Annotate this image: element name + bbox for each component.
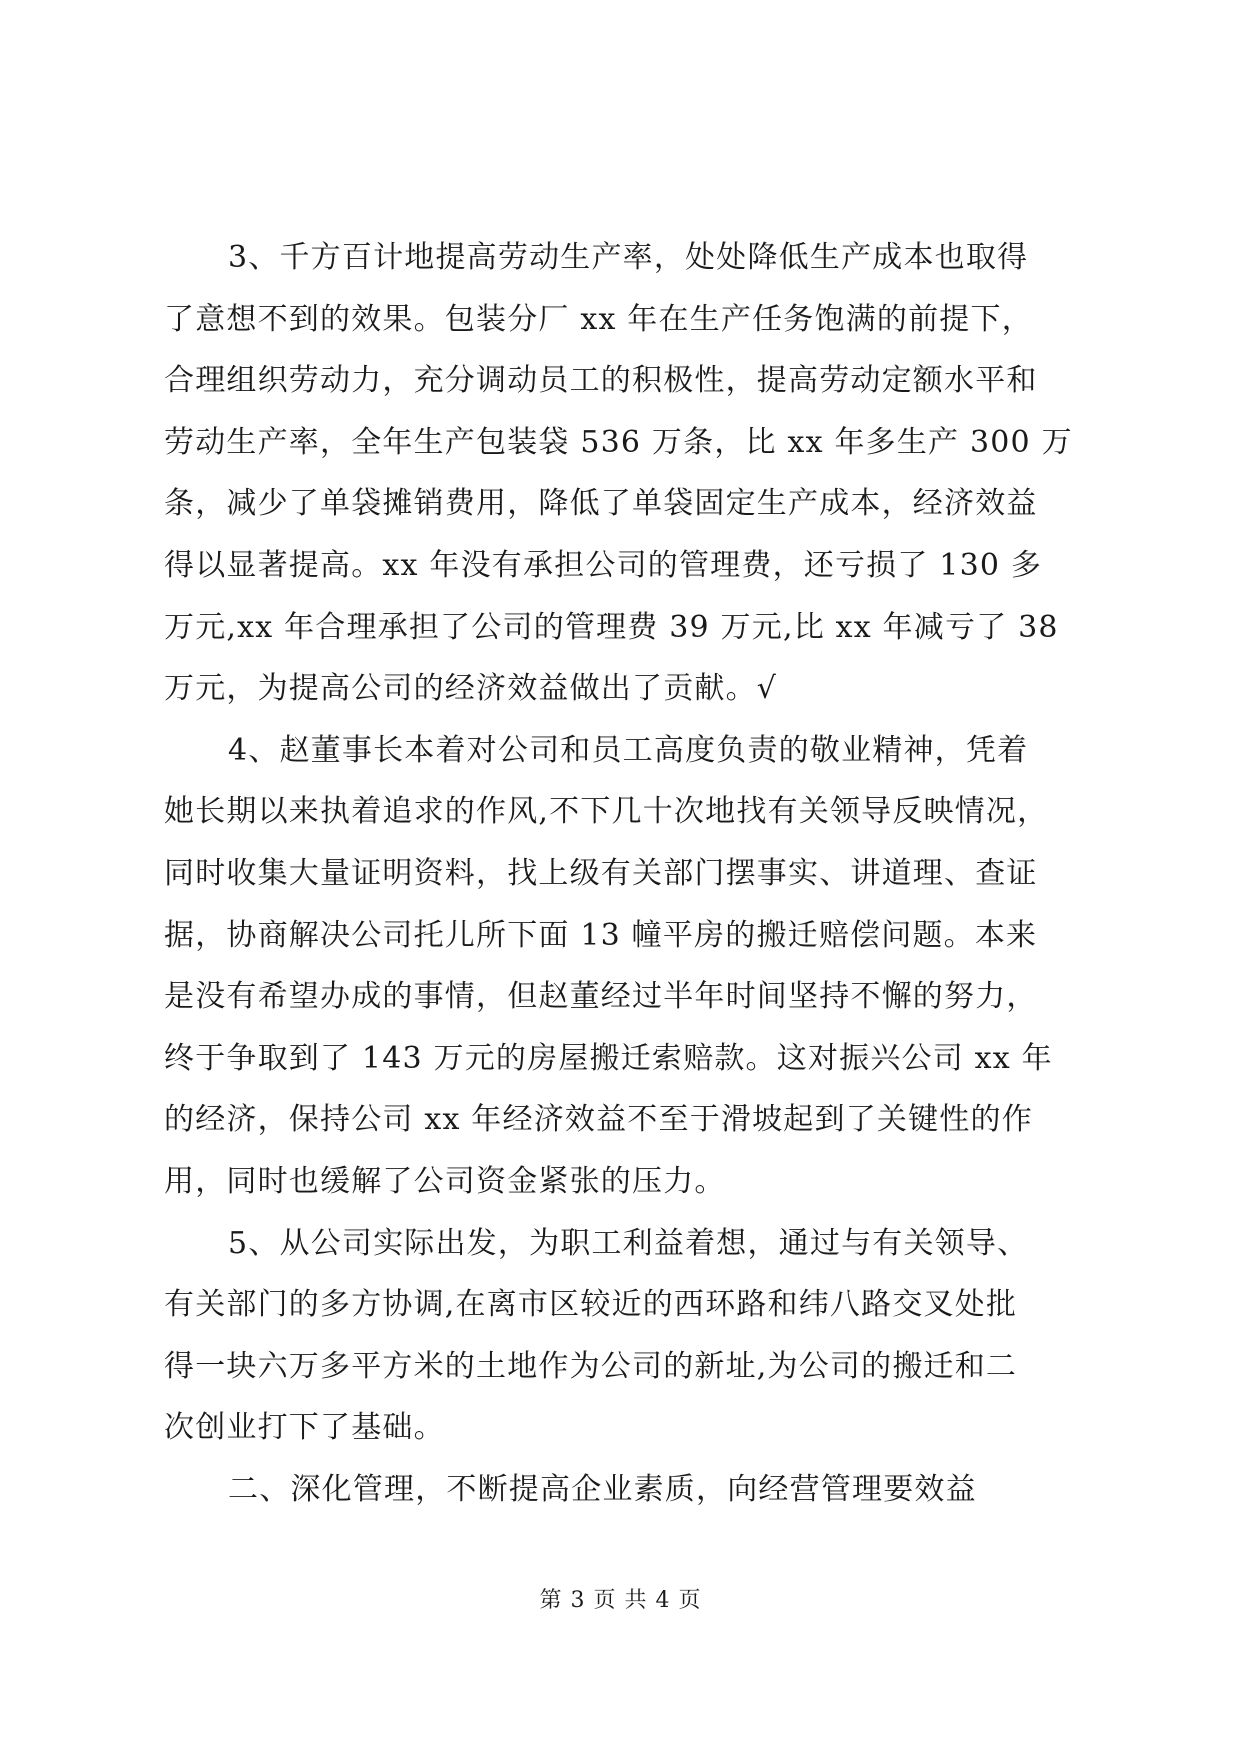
paragraph-4-line: 据，协商解决公司托儿所下面 13 幢平房的搬迁赔偿问题。本来 (164, 917, 1038, 953)
paragraph-4-line: 终于争取到了 143 万元的房屋搬迁索赔款。这对振兴公司 xx 年 (164, 1040, 1053, 1076)
paragraph-3-line: 劳动生产率，全年生产包装袋 536 万条，比 xx 年多生产 300 万 (164, 424, 1073, 460)
paragraph-4-line: 是没有希望办成的事情，但赵董经过半年时间坚持不懈的努力， (164, 979, 1038, 1015)
document-body (164, 227, 1080, 1520)
paragraph-4-line: 用，同时也缓解了公司资金紧张的压力。 (164, 1163, 726, 1199)
paragraph-4-line: 同时收集大量证明资料，找上级有关部门摆事实、讲道理、查证 (164, 855, 1038, 891)
paragraph-4-line: 的经济，保持公司 xx 年经济效益不至于滑坡起到了关键性的作 (164, 1102, 1033, 1138)
paragraph-3-line: 万元，为提高公司的经济效益做出了贡献。√ (164, 671, 778, 707)
paragraph-3-line: 万元,xx 年合理承担了公司的管理费 39 万元,比 xx 年减亏了 38 (164, 609, 1059, 645)
paragraph-3-line: 合理组织劳动力，充分调动员工的积极性，提高劳动定额水平和 (164, 363, 1038, 399)
paragraph-5-line: 有关部门的多方协调,在离市区较近的西环路和纬八路交叉处批 (164, 1287, 1018, 1323)
paragraph-3-line: 了意想不到的效果。包装分厂 xx 年在生产任务饱满的前提下， (164, 301, 1033, 337)
section-heading: 二、深化管理，不断提高企业素质，向经营管理要效益 (228, 1471, 977, 1507)
paragraph-5-line: 得一块六万多平方米的土地作为公司的新址,为公司的搬迁和二 (164, 1348, 1018, 1384)
page-number-footer: 第 3 页 共 4 页 (539, 1588, 702, 1613)
paragraph-3-line: 条，减少了单袋摊销费用，降低了单袋固定生产成本，经济效益 (164, 486, 1038, 522)
paragraph-5-line: 5、从公司实际出发，为职工利益着想，通过与有关领导、 (228, 1225, 1029, 1261)
paragraph-3-line: 得以显著提高。xx 年没有承担公司的管理费，还亏损了 130 多 (164, 547, 1043, 583)
paragraph-3-line: 3、千方百计地提高劳动生产率，处处降低生产成本也取得 (228, 240, 1029, 275)
paragraph-5-line: 次创业打下了基础。 (164, 1410, 445, 1446)
paragraph-4-line: 4、赵董事长本着对公司和员工高度负责的敬业精神，凭着 (228, 732, 1029, 768)
paragraph-4-line: 她长期以来执着追求的作风,不下几十次地找有关领导反映情况， (164, 794, 1049, 830)
